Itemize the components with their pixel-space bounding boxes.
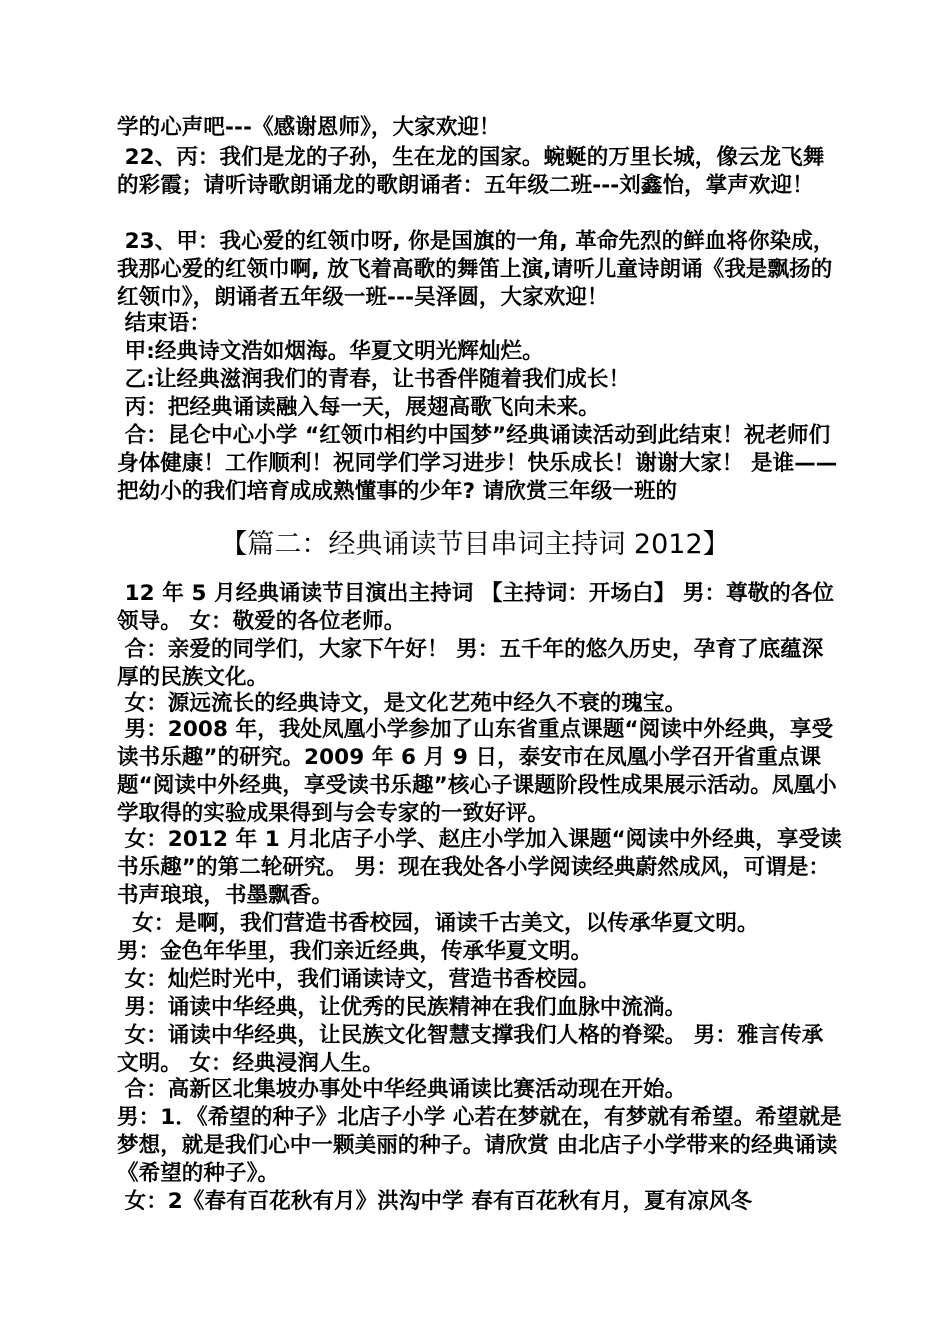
script-paragraph: 合：昆仑中心小学 “红领巾相约中国梦”经典诵读活动到此结束！祝老师们身体健康！工作顺利！祝同学们学习进步！快乐成长！谢谢大家！ 是谁——把幼小的我们培育成成熟懂事的少年? 请欣赏三年级一班的 xyxy=(117,423,838,504)
script-paragraph: 女：2《春有百花秋有月》洪沟中学 春有百花秋有月，夏有凉风冬 xyxy=(117,1189,753,1214)
script-paragraph: 女：源远流长的经典诗文，是文化艺苑中经久不衰的瑰宝。 xyxy=(117,691,687,716)
script-paragraph: 22、丙：我们是龙的子孙，生在龙的国家。蜿蜒的万里长城，像云龙飞舞的彩霞；请听诗歌朗诵龙的歌朗诵者：五年级二班---刘鑫怡，掌声欢迎！ xyxy=(117,145,825,198)
script-paragraph: 女：诵读中华经典，让民族文化智慧支撑我们人格的脊梁。 男：雅言传承文明。 女：经典浸润人生。 xyxy=(117,1023,824,1076)
section-title: 【篇二：经典诵读节目串词主持词 2012】 xyxy=(220,529,730,560)
script-paragraph: 12 年 5 月经典诵读节目演出主持词 【主持词：开场白】 男：尊敬的各位领导。 女：敬爱的各位老师。 xyxy=(117,581,835,634)
script-paragraph: 男：2008 年，我处凤凰小学参加了山东省重点课题“阅读中外经典，享受读书乐趣”的研究。2009 年 6 月 9 日，泰安市在凤凰小学召开省重点课题“阅读中外经典，享受读书乐趣”核心子课题阶段性成果展示活动。凤凰小学取得的实验成果得到与会专家的一致好评。 xyxy=(117,717,837,826)
script-paragraph: 男：诵读中华经典，让优秀的民族精神在我们血脉中流淌。 xyxy=(117,995,687,1020)
script-paragraph: 丙：把经典诵读融入每一天，展翅高歌飞向未来。 xyxy=(117,395,600,420)
script-paragraph: 男：金色年华里，我们亲近经典，传承华夏文明。 xyxy=(117,939,593,964)
script-paragraph: 合：高新区北集坡办事处中华经典诵读比赛活动现在开始。 xyxy=(117,1077,687,1102)
script-paragraph: 男：1．《希望的种子》北店子小学 心若在梦就在，有梦就有希望。希望就是梦想，就是我们心中一颗美丽的种子。请欣赏 由北店子小学带来的经典诵读《希望的种子》。 xyxy=(117,1105,842,1186)
script-paragraph: 女：灿烂时光中，我们诵读诗文，营造书香校园。 xyxy=(117,967,600,992)
script-paragraph: 女：是啊，我们营造书香校园，诵读千古美文，以传承华夏文明。 xyxy=(117,911,759,936)
script-paragraph: 23、甲：我心爱的红领巾呀, 你是国旗的一角, 革命先烈的鲜血将你染成，我那心爱的红领巾啊, 放飞着高歌的舞笛上演,请听儿童诗朗诵《我是飘扬的红领巾》，朗诵者五年级一班---吴泽圆，大家欢迎！ xyxy=(117,229,835,310)
script-paragraph: 甲:经典诗文浩如烟海。华夏文明光辉灿烂。 xyxy=(117,339,544,364)
script-paragraph: 合：亲爱的同学们，大家下午好！ 男：五千年的悠久历史，孕育了底蕴深厚的民族文化。 xyxy=(117,637,824,690)
script-paragraph: 女：2012 年 1 月北店子小学、赵庄小学加入课题“阅读中外经典，享受读书乐趣”的第二轮研究。 男：现在我处各小学阅读经典蔚然成风，可谓是：书声琅琅，书墨飘香。 xyxy=(117,827,842,908)
closing-label: 结束语： xyxy=(117,311,211,336)
script-paragraph: 乙:让经典滋润我们的青春，让书香伴随着我们成长！ xyxy=(117,367,631,392)
script-paragraph: 学的心声吧---《感谢恩师》，大家欢迎！ xyxy=(117,115,501,140)
